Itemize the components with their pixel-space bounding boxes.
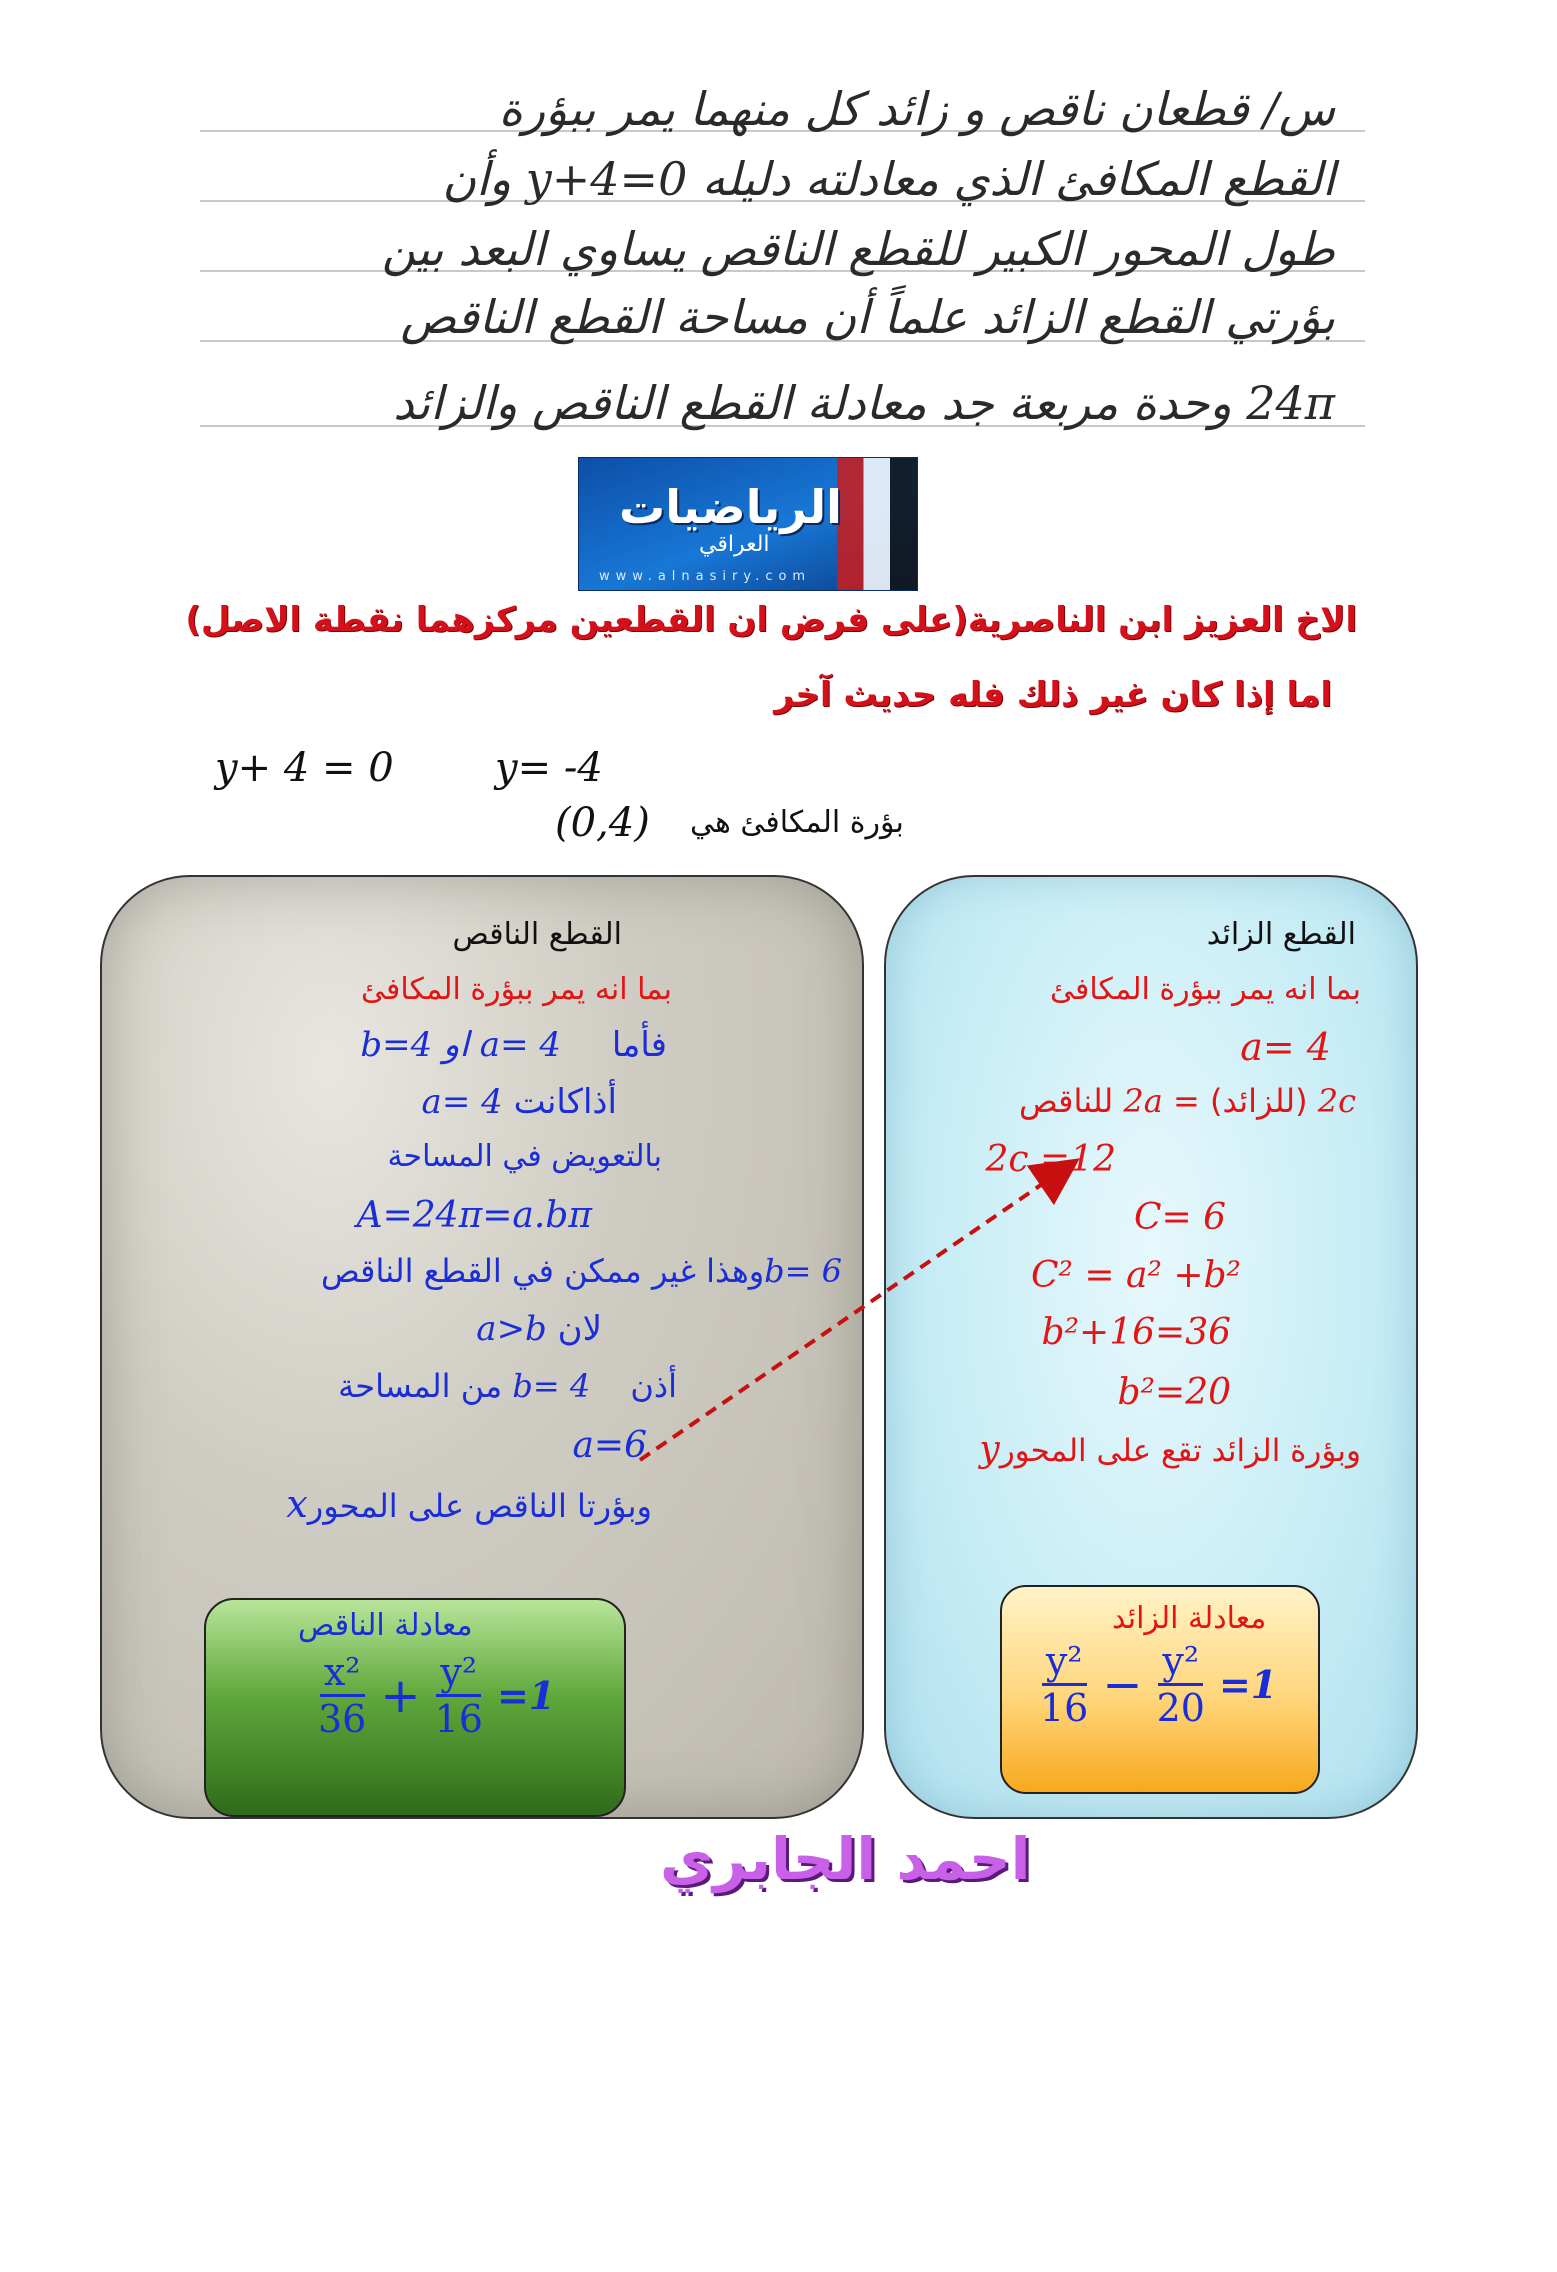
ellipse-frac-2-num: y² bbox=[436, 1650, 481, 1697]
parabola-focus-value: (0,4) bbox=[555, 800, 650, 846]
hyperbola-line-3-text2: للناقص bbox=[1018, 1082, 1114, 1120]
hyperbola-line-3-math2: 2a bbox=[1123, 1082, 1163, 1120]
ellipse-line-7-text: لان bbox=[557, 1309, 602, 1349]
logo-url: www.alnasiry.com bbox=[599, 569, 812, 584]
ellipse-line-10-math: x bbox=[286, 1482, 308, 1526]
ellipse-line-10-text: وبؤرتا الناقص على المحور bbox=[307, 1487, 652, 1525]
hyperbola-line-5: C= 6 bbox=[1133, 1197, 1226, 1238]
hyperbola-frac-1-num: y² bbox=[1042, 1639, 1087, 1686]
ellipse-frac-2-den: 16 bbox=[434, 1697, 483, 1741]
hyperbola-line-1: بما انه يمر ببؤرة المكافئ bbox=[1050, 972, 1361, 1007]
parabola-focus-label: بؤرة المكافئ هي bbox=[690, 805, 904, 840]
ellipse-line-6-text: وهذا غير ممكن في القطع الناقص bbox=[320, 1252, 765, 1290]
hyperbola-line-2: a= 4 bbox=[1240, 1025, 1331, 1069]
hyperbola-line-3-text1: (للزائد) = bbox=[1173, 1082, 1308, 1120]
handwritten-line-1: س/ قطعان ناقص و زائد كل منهما يمر ببؤرة bbox=[498, 82, 1335, 136]
hyperbola-frac-2-den: 20 bbox=[1156, 1686, 1205, 1730]
arrow-line bbox=[640, 1165, 1070, 1460]
hyperbola-frac-2-num: y² bbox=[1158, 1639, 1203, 1686]
directrix-eq-1: y+ 4 = 0 bbox=[215, 745, 394, 791]
handwritten-line-3: طول المحور الكبير للقطع الناقص يساوي البعد بين bbox=[381, 222, 1335, 276]
ellipse-line-5: A=24π=a.bπ bbox=[356, 1195, 592, 1236]
hyperbola-eq-operator: − bbox=[1102, 1656, 1143, 1713]
hyperbola-line-7: 36=16+b² bbox=[1041, 1312, 1231, 1353]
ellipse-line-8-text1: أذن bbox=[630, 1367, 677, 1405]
ellipse-line-8-text2: من المساحة bbox=[338, 1367, 503, 1405]
logo-title: الرياضيات bbox=[619, 480, 842, 534]
hyperbola-title: القطع الزائد bbox=[1206, 917, 1356, 952]
ellipse-frac-1-num: x² bbox=[320, 1650, 365, 1697]
hyperbola-line-3-math1: 2c bbox=[1317, 1082, 1356, 1120]
ellipse-title: القطع الناقص bbox=[452, 917, 622, 952]
ellipse-eq-title: معادلة الناقص bbox=[298, 1608, 473, 1643]
ellipse-line-2-math: a= 4 او b=4 bbox=[360, 1025, 561, 1065]
ellipse-line-1: بما انه يمر ببؤرة المكافئ bbox=[361, 972, 672, 1007]
ellipse-line-9: a=6 bbox=[572, 1425, 647, 1466]
ellipse-eq-rhs: =1 bbox=[496, 1673, 556, 1718]
handwritten-line-2: القطع المكافئ الذي معادلته دليله y+4=0 وأن bbox=[442, 152, 1335, 206]
header-line-1: الاخ العزيز ابن الناصرية(على فرض ان القطعين مركزهما نقطة الاصل) bbox=[185, 600, 1357, 640]
ellipse-line-8-math: b= 4 bbox=[512, 1367, 591, 1405]
ellipse-line-6-math: b= 6 bbox=[764, 1252, 842, 1290]
directrix-eq-2: y= -4 bbox=[495, 745, 603, 791]
ellipse-line-4: بالتعويض في المساحة bbox=[387, 1139, 662, 1174]
ellipse-frac-1-den: 36 bbox=[318, 1697, 367, 1741]
ellipse-line-7-math: a>b bbox=[476, 1309, 547, 1349]
hyperbola-line-4: 12= 2c bbox=[985, 1139, 1116, 1180]
ellipse-line-2-text: فأما bbox=[611, 1025, 667, 1065]
hyperbola-eq-rhs: =1 bbox=[1218, 1662, 1278, 1707]
handwritten-line-4: بؤرتي القطع الزائد علماً أن مساحة القطع الناقص bbox=[400, 290, 1335, 344]
ellipse-line-3-math: a= 4 bbox=[421, 1082, 503, 1122]
hyperbola-line-6: C² = a² +b² bbox=[1030, 1255, 1241, 1296]
ellipse-eq-operator: + bbox=[380, 1667, 421, 1724]
ellipse-line-3-text: أذاكانت bbox=[513, 1082, 617, 1122]
hyperbola-frac-1-den: 16 bbox=[1040, 1686, 1089, 1730]
hyperbola-line-9-math: y bbox=[979, 1429, 1000, 1470]
hyperbola-line-9-text: وبؤرة الزائد تقع على المحور bbox=[999, 1433, 1361, 1469]
author-signature: احمد الجابري bbox=[660, 1825, 1031, 1893]
hyperbola-line-8: b²=20 bbox=[1117, 1372, 1231, 1413]
logo-subtitle: العراقي bbox=[699, 532, 770, 557]
hyperbola-eq-title: معادلة الزائد bbox=[1112, 1601, 1267, 1636]
header-line-2: اما إذا كان غير ذلك فله حديث آخر bbox=[774, 675, 1332, 715]
handwritten-line-5: 24π وحدة مربعة جد معادلة القطع الناقص والزائد bbox=[393, 376, 1335, 430]
